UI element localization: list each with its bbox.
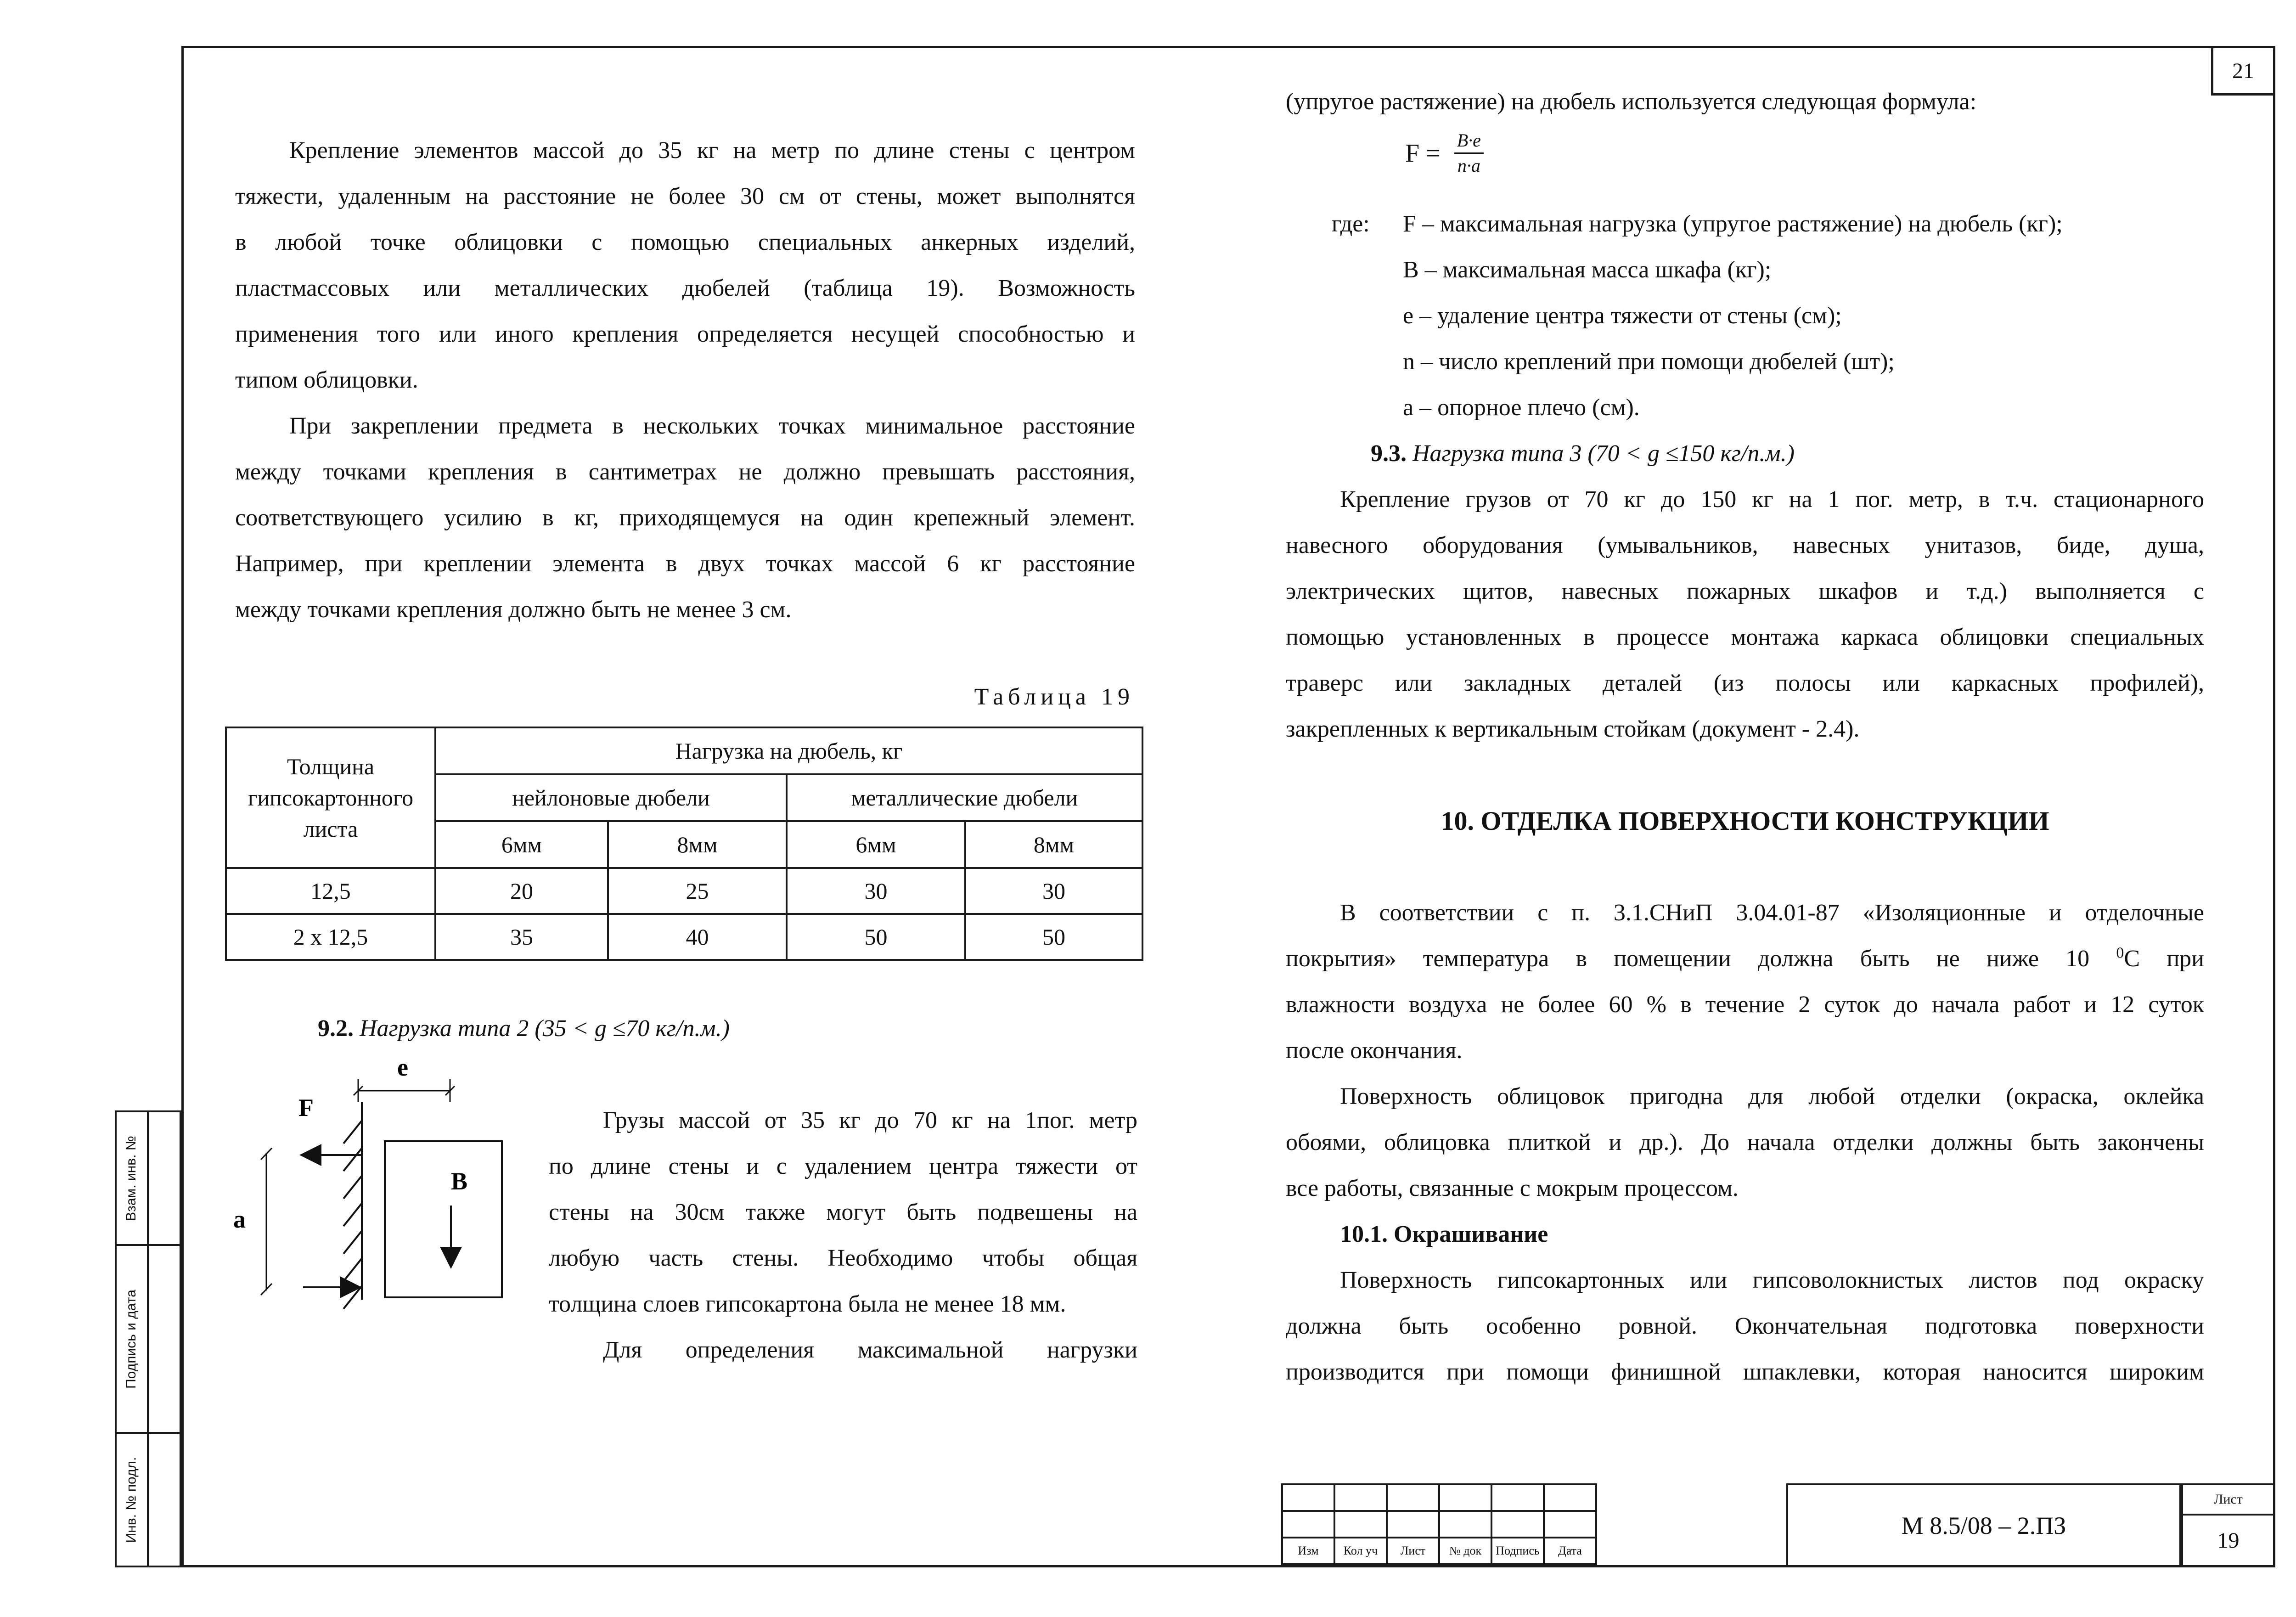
text-line: любую часть стены. Необходимо чтобы общая (549, 1245, 1137, 1271)
table-row (226, 868, 1142, 914)
metal-header: металлические дюбели (787, 774, 1142, 821)
header-line: Толщина (287, 754, 375, 779)
section-10-title: 10. ОТДЕЛКА ПОВЕРХНОСТИ КОНСТРУКЦИИ (1441, 806, 2049, 836)
table-caption: Таблица 19 (974, 684, 1134, 710)
stamp-label-text: Подпись и дата (124, 1289, 139, 1389)
table-cell: 50 (787, 914, 965, 960)
text-line: закрепленных к вертикальным стойкам (документ - 2.4). (1286, 716, 1860, 742)
grid-cell (1439, 1484, 1491, 1511)
text-line (1286, 936, 2204, 982)
table-cell: 30 (787, 868, 965, 914)
sheet-box (2181, 1483, 2275, 1567)
grid-cell (1439, 1511, 1491, 1538)
definition: n – число креплений при помощи дюбелей (шт); (1403, 349, 1895, 375)
size-header: 8мм (965, 821, 1142, 868)
grid-header: Дата (1544, 1538, 1596, 1564)
header-line: листа (303, 816, 358, 842)
text-line: по длине стены и с удалением центра тяжести от (549, 1153, 1137, 1179)
e-dimension (354, 1079, 455, 1102)
where-label: где: (1332, 211, 1370, 237)
load-header: Нагрузка на дюбель, кг (435, 727, 1142, 774)
text-line: толщина слоев гипсокартона была не менее 18 мм. (549, 1291, 1066, 1317)
text-line: Крепление грузов от 70 кг до 150 кг на 1 пог. метр, в т.ч. стационарного (1340, 486, 2204, 513)
sheet-label: Лист (2183, 1485, 2273, 1516)
title-block (1281, 1483, 2275, 1567)
text-line: применения того или иного крепления определяется несущей способностью и (235, 321, 1135, 347)
table-cell: 40 (608, 914, 787, 960)
text-line: обоями, облицовка плиткой и др.). До начала отделки должны быть закончены (1286, 1129, 2204, 1155)
right-para-9-3 (1286, 477, 2204, 752)
formula-lhs: F = (1405, 139, 1441, 168)
text-line: в любой точке облицовки с помощью специальных анкерных изделий, (235, 229, 1135, 255)
text-line: стены на 30см также могут быть подвешены на (549, 1199, 1137, 1225)
definition: B – максимальная масса шкафа (кг); (1403, 257, 1772, 283)
text-line: типом облицовки. (235, 367, 418, 393)
text-line: Для определения максимальной нагрузки (603, 1337, 1137, 1363)
dowel-load-table (225, 727, 1143, 961)
table-cell: 2 х 12,5 (226, 914, 435, 960)
a-dimension (261, 1148, 272, 1295)
text-line: В соответствии с п. 3.1.СНиП 3.04.01-87 «Изоляционные и отделочные (1340, 900, 2204, 926)
text-line: траверс или закладных деталей (из полосы или каркасных профилей), (1286, 670, 2204, 696)
thickness-header (226, 727, 435, 868)
load-diagram (220, 1052, 514, 1327)
wall-line (343, 1102, 362, 1309)
table-cell: 25 (608, 868, 787, 914)
text-fragment: покрытия» температура в помещении должна быть не ниже 10 (1286, 946, 2090, 972)
section-number: 9.2. (318, 1015, 354, 1042)
text-line: все работы, связанные с мокрым процессом. (1286, 1175, 1739, 1201)
text-line: Крепление элементов массой до 35 кг на метр по длине стены с центром (289, 137, 1135, 163)
grid-header: Лист (1387, 1538, 1439, 1564)
page-number: 21 (2211, 46, 2275, 96)
left-intro (235, 128, 1135, 633)
text-line: помощью установленных в процессе монтажа каркаса облицовки специальных (1286, 624, 2204, 650)
text-line: между точками крепления в сантиметрах не должно превышать расстояния, (235, 459, 1135, 485)
text-line: соответствующего усилию в кг, приходящемуся на один крепежный элемент. (235, 505, 1135, 531)
text-line: после окончания. (1286, 1037, 1463, 1064)
text-line: При закреплении предмета в нескольких точках минимальное расстояние (289, 413, 1135, 439)
grid-cell (1387, 1484, 1439, 1511)
text-line: должна быть особенно ровной. Окончательная подготовка поверхности (1286, 1313, 2204, 1339)
stamp-label (118, 1432, 145, 1567)
text-line: Грузы массой от 35 кг до 70 кг на 1пог. метр (603, 1107, 1137, 1133)
stamp-label-text: Взам. инв. № (124, 1135, 139, 1221)
right-para-10 (1286, 890, 2204, 1395)
text-line: пластмассовых или металлических дюбелей (таблица 19). Возможность (235, 275, 1135, 301)
grid-cell (1491, 1484, 1544, 1511)
grid-cell (1544, 1511, 1596, 1538)
stamp-label-text: Инв. № подл. (124, 1457, 139, 1543)
text-line: производится при помощи финишной шпаклевки, которая наносится широким (1286, 1359, 2204, 1385)
grid-cell (1544, 1484, 1596, 1511)
document-code: М 8.5/08 – 2.ПЗ (1786, 1483, 2181, 1567)
nylon-header: нейлоновые дюбели (435, 774, 787, 821)
left-figure-text (549, 1098, 1137, 1373)
table-cell: 35 (435, 914, 608, 960)
text-line: между точками крепления должно быть не менее 3 см. (235, 597, 792, 623)
table-cell: 20 (435, 868, 608, 914)
text-fragment: С при (2124, 946, 2205, 972)
grid-header: Подпись (1491, 1538, 1544, 1564)
grid-cell (1334, 1511, 1387, 1538)
grid-cell (1334, 1484, 1387, 1511)
text-line: тяжести, удаленным на расстояние не более 30 см от стены, может выполнятся (235, 183, 1135, 209)
formula-denominator: n·a (1457, 155, 1480, 176)
section-number: 9.3. (1371, 440, 1407, 467)
section-9-2-heading (318, 1006, 1144, 1052)
cabinet-box (385, 1141, 502, 1297)
grid-cell (1491, 1511, 1544, 1538)
text-line: навесного оборудования (умывальников, навесных унитазов, биде, душа, (1286, 532, 2204, 558)
label-a: a (233, 1206, 246, 1233)
formula (1405, 129, 1484, 178)
text-line: Поверхность облицовок пригодна для любой отделки (окраска, оклейка (1340, 1083, 2204, 1110)
grid-header: Изм (1282, 1538, 1334, 1564)
formula-fraction (1454, 129, 1484, 178)
text-line: Например, при креплении элемента в двух точках массой 6 кг расстояние (235, 551, 1135, 577)
table-row (226, 914, 1142, 960)
label-B: B (451, 1167, 468, 1195)
section-title: Нагрузка типа 3 (70 < g ≤150 кг/п.м.) (1412, 440, 1795, 467)
degree-sup: 0 (2116, 944, 2124, 962)
stamp-label (118, 1110, 145, 1246)
formula-numerator: B·e (1454, 129, 1484, 154)
size-header: 8мм (608, 821, 787, 868)
sheet-number: 19 (2217, 1528, 2240, 1553)
grid-header: Кол уч (1334, 1538, 1387, 1564)
header-line: гипсокартонного (248, 785, 414, 811)
text-line: электрических щитов, навесных пожарных шкафов и т.д.) выполняется с (1286, 578, 2204, 604)
definition: e – удаление центра тяжести от стены (см); (1403, 303, 1842, 329)
table-cell: 50 (965, 914, 1142, 960)
stamp-divider (147, 1110, 149, 1567)
definition: a – опорное плечо (см). (1403, 394, 1640, 421)
section-9-3-heading (1371, 431, 2197, 477)
formula-definitions (1403, 201, 2229, 431)
definition: F – максимальная нагрузка (упругое растяжение) на дюбель (кг); (1403, 211, 2063, 237)
size-header: 6мм (787, 821, 965, 868)
text-line: Поверхность гипсокартонных или гипсоволокнистых листов под окраску (1340, 1267, 2204, 1293)
revision-grid (1281, 1483, 1597, 1565)
stamp-label (118, 1244, 145, 1434)
grid-cell (1282, 1511, 1334, 1538)
grid-cell (1387, 1511, 1439, 1538)
table-cell: 30 (965, 868, 1142, 914)
grid-header: № док (1439, 1538, 1491, 1564)
table-cell: 12,5 (226, 868, 435, 914)
size-header: 6мм (435, 821, 608, 868)
side-stamp (115, 1110, 181, 1567)
grid-cell (1282, 1484, 1334, 1511)
subsection-title: 10.1. Окрашивание (1340, 1221, 1548, 1247)
text-line: влажности воздуха не более 60 % в течение 2 суток до начала работ и 12 суток (1286, 992, 2204, 1018)
label-e: e (397, 1054, 408, 1081)
right-continuation (1286, 79, 2204, 125)
text-line: (упругое растяжение) на дюбель используется следующая формула: (1286, 89, 1977, 115)
label-F: F (298, 1094, 314, 1121)
section-title: Нагрузка типа 2 (35 < g ≤70 кг/п.м.) (360, 1015, 730, 1042)
